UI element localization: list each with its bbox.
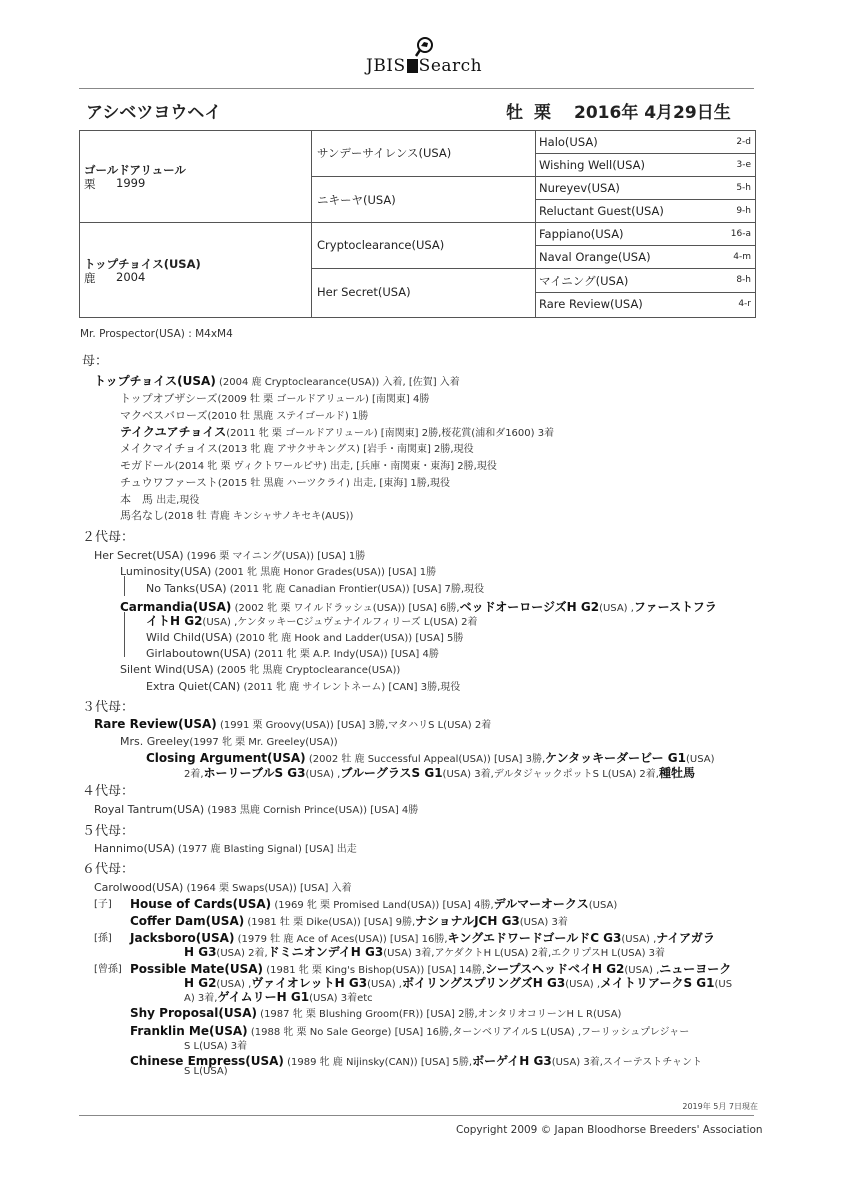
- section-6th-dam: ６代母：: [82, 862, 135, 877]
- family-line: 2着,ホーリーブルS G3(USA) ,ブルーグラスS G1(USA) 3着,デルタジャックポットS L(USA) 2着,種牡馬: [184, 766, 695, 780]
- family-line: A) 3着,ゲイムリーH G1(USA) 3着etc: [184, 990, 373, 1004]
- dam-name: トップチョイス(USA): [84, 257, 201, 271]
- section-dam: 母：: [82, 354, 109, 369]
- g2-name: ニキーヤ(USA): [317, 193, 396, 207]
- g3-name: Naval Orange(USA): [539, 250, 651, 264]
- header-rule: [79, 88, 754, 89]
- family-line: Silent Wind(USA) (2005 牝 黒鹿 Cryptoclearance(USA)): [120, 663, 401, 676]
- sire-color: 栗: [84, 177, 96, 191]
- family-line: Her Secret(USA) (1996 栗 マイニング(USA)) [USA] 1勝: [94, 549, 366, 562]
- family-line: マクベスバローズ(2010 牡 黒鹿 ステイゴールド) 1勝: [120, 409, 369, 422]
- g3-family-code: 2-d: [736, 137, 751, 147]
- family-line: Chinese Empress(USA) (1989 牝 鹿 Nijinsky(CAN)) [USA] 5勝,ボーゲイH G3(USA) 3着,スイーテストチャント: [130, 1054, 703, 1068]
- family-line: Extra Quiet(CAN) (2011 牝 鹿 サイレントネーム) [CAN] 3勝,現役: [146, 680, 461, 693]
- sire-cell: [80, 131, 312, 223]
- family-line: S L(USA) 3着: [184, 1041, 248, 1052]
- pedigree-g3-cell: [536, 154, 755, 177]
- family-line: イトH G2(USA) ,ケンタッキーCジュヴェナイルフィリーズ L(USA) 2着: [146, 614, 478, 628]
- horse-color: 栗: [534, 103, 551, 123]
- family-line: Luminosity(USA) (2001 牝 黒鹿 Honor Grades(USA)) [USA] 1勝: [120, 565, 437, 578]
- family-line: Franklin Me(USA) (1988 牝 栗 No Sale George) [USA] 16勝,ターンベリアイルS L(USA) ,フーリッシュプレジャー: [130, 1024, 690, 1038]
- family-line: 馬名なし(2018 牡 青鹿 キンシャサノキセキ(AUS)): [120, 509, 354, 522]
- g3-family-code: 8-h: [736, 275, 751, 285]
- pedigree-table: [79, 130, 756, 318]
- family-line: S L(USA): [184, 1066, 228, 1077]
- horse-birthdate: 2016年 4月29日生: [574, 103, 731, 123]
- g3-name: Fappiano(USA): [539, 227, 624, 241]
- sire-name: ゴールドアリュール: [84, 163, 186, 177]
- g3-name: Halo(USA): [539, 135, 598, 149]
- g2-name: Cryptoclearance(USA): [317, 238, 445, 252]
- pedigree-g3-cell: [536, 223, 755, 246]
- family-line: チュウワファースト(2015 牡 黒鹿 ハーツクライ) 出走, [東海] 1勝,現役: [120, 476, 450, 489]
- g2-name: Her Secret(USA): [317, 285, 411, 299]
- copyright: Copyright 2009 © Japan Bloodhorse Breeders' Association: [456, 1124, 763, 1136]
- pedigree-g2-cell: [312, 177, 536, 223]
- g3-family-code: 3-e: [736, 160, 751, 170]
- dam-year: 2004: [116, 270, 146, 284]
- pedigree-g3-cell: [536, 269, 755, 293]
- family-line: Possible Mate(USA) (1981 牝 栗 King's Bishop(USA)) [USA] 14勝,シープスヘッドベイH G2(USA) ,ニューヨーク: [130, 962, 732, 976]
- as-of-date: 2019年 5月 7日現在: [682, 1102, 758, 1111]
- family-line: トップオブザシーズ(2009 牡 栗 ゴールドアリュール) [南関東] 4勝: [120, 392, 430, 405]
- family-line: Carolwood(USA) (1964 栗 Swaps(USA)) [USA] 入着: [94, 881, 352, 894]
- pedigree-g3-cell: [536, 293, 755, 317]
- family-line: H G2(USA) ,ヴァイオレットH G3(USA) ,ボイリングスプリングズH G3(USA) ,メイトリアークS G1(US: [184, 976, 733, 990]
- family-line: テイクユアチョイス(2011 牝 栗 ゴールドアリュール) [南関東] 2勝,桜花賞(浦和ダ1600) 3着: [120, 425, 555, 439]
- pedigree-g3-cell: [536, 246, 755, 269]
- pedigree-g2-cell: [312, 131, 536, 177]
- branch-line: [124, 576, 125, 596]
- family-line: Hannimo(USA) (1977 鹿 Blasting Signal) [USA] 出走: [94, 842, 357, 855]
- g3-name: Wishing Well(USA): [539, 158, 645, 172]
- footer-rule: [79, 1115, 754, 1116]
- family-line: モガドール(2014 牝 栗 ヴィクトワールピサ) 出走, [兵庫・南関東・東海] 2勝,現役: [120, 459, 497, 472]
- family-line: Closing Argument(USA) (2002 牡 鹿 Successful Appeal(USA)) [USA] 3勝,ケンタッキーダービー G1(USA): [146, 751, 715, 765]
- family-line: Girlaboutown(USA) (2011 牝 栗 A.P. Indy(USA)) [USA] 4勝: [146, 647, 439, 660]
- dam-color: 鹿: [84, 271, 96, 285]
- family-line: House of Cards(USA) (1969 牝 栗 Promised Land(USA)) [USA] 4勝,デルマーオークス(USA): [130, 897, 618, 911]
- g3-family-code: 4-m: [733, 252, 751, 262]
- family-line: メイクマイチョイス(2013 牝 鹿 アサクサキングス) [岩手・南関東] 2勝,現役: [120, 442, 474, 455]
- g3-name: マイニング(USA): [539, 274, 629, 288]
- family-line: Carmandia(USA) (2002 牝 栗 ワイルドラッシュ(USA)) [USA] 6勝,ベッドオーロージズH G2(USA) ,ファーストフラ: [120, 600, 717, 614]
- family-line: [孫]: [94, 933, 112, 944]
- family-line: No Tanks(USA) (2011 牝 鹿 Canadian Frontier(USA)) [USA] 7勝,現役: [146, 582, 485, 595]
- pedigree-g3-cell: [536, 200, 755, 223]
- logo-jbis: JBIS: [366, 56, 406, 76]
- g3-family-code: 16-a: [730, 229, 751, 239]
- horse-sex: 牡: [506, 103, 523, 123]
- g3-family-code: 9-h: [736, 206, 751, 216]
- family-line: H G3(USA) 2着,ドミニオンデイH G3(USA) 3着,アケダクトH L(USA) 2着,エクリプスH L(USA) 3着: [184, 945, 666, 959]
- family-line: Coffer Dam(USA) (1981 牡 栗 Dike(USA)) [USA] 9勝,ナショナルJCH G3(USA) 3着: [130, 914, 568, 928]
- family-line: [子]: [94, 899, 112, 910]
- section-3rd-dam: ３代母：: [82, 700, 135, 715]
- dam-cell: [80, 223, 312, 317]
- family-line: Royal Tantrum(USA) (1983 黒鹿 Cornish Prince(USA)) [USA] 4勝: [94, 803, 419, 816]
- section-2nd-dam: ２代母：: [82, 530, 135, 545]
- pedigree-g3-cell: [536, 131, 755, 154]
- branch-line: [124, 612, 125, 657]
- family-line: Wild Child(USA) (2010 牝 鹿 Hook and Ladder(USA)) [USA] 5勝: [146, 631, 464, 644]
- pedigree-g3-cell: [536, 177, 755, 200]
- logo-search: Search: [418, 56, 483, 76]
- inbreeding-note: Mr. Prospector(USA) : M4xM4: [80, 328, 233, 340]
- sire-year: 1999: [116, 176, 146, 190]
- g3-name: Nureyev(USA): [539, 181, 620, 195]
- pedigree-g2-cell: [312, 223, 536, 269]
- family-line: Shy Proposal(USA) (1987 牝 栗 Blushing Groom(FR)) [USA] 2勝,オンタリオコリーンH L R(USA): [130, 1006, 622, 1020]
- g3-family-code: 4-r: [738, 299, 751, 309]
- pedigree-g2-cell: [312, 269, 536, 317]
- family-line: [曾孫]: [94, 964, 122, 975]
- horse-title-row: [86, 98, 746, 124]
- family-line: 本 馬 出走,現役: [120, 493, 200, 506]
- family-line: Jacksboro(USA) (1979 牡 鹿 Ace of Aces(USA)) [USA] 16勝,キングエドワードゴールドC G3(USA) ,ナイアガラ: [130, 931, 715, 945]
- g2-name: サンデーサイレンス(USA): [317, 146, 452, 160]
- g3-name: Rare Review(USA): [539, 297, 643, 311]
- horse-name: アシベツヨウヘイ: [86, 103, 222, 123]
- family-line: Rare Review(USA) (1991 栗 Groovy(USA)) [USA] 3勝,マタハリS L(USA) 2着: [94, 717, 492, 731]
- family-line: トップチョイス(USA) (2004 鹿 Cryptoclearance(USA)) 入着, [佐賀] 入着: [94, 374, 460, 388]
- family-line: Mrs. Greeley(1997 牝 栗 Mr. Greeley(USA)): [120, 735, 338, 748]
- section-4th-dam: ４代母：: [82, 784, 135, 799]
- section-5th-dam: ５代母：: [82, 824, 135, 839]
- logo-box-icon: [407, 59, 418, 73]
- jbis-search-logo: [366, 36, 486, 84]
- g3-family-code: 5-h: [736, 183, 751, 193]
- g3-name: Reluctant Guest(USA): [539, 204, 664, 218]
